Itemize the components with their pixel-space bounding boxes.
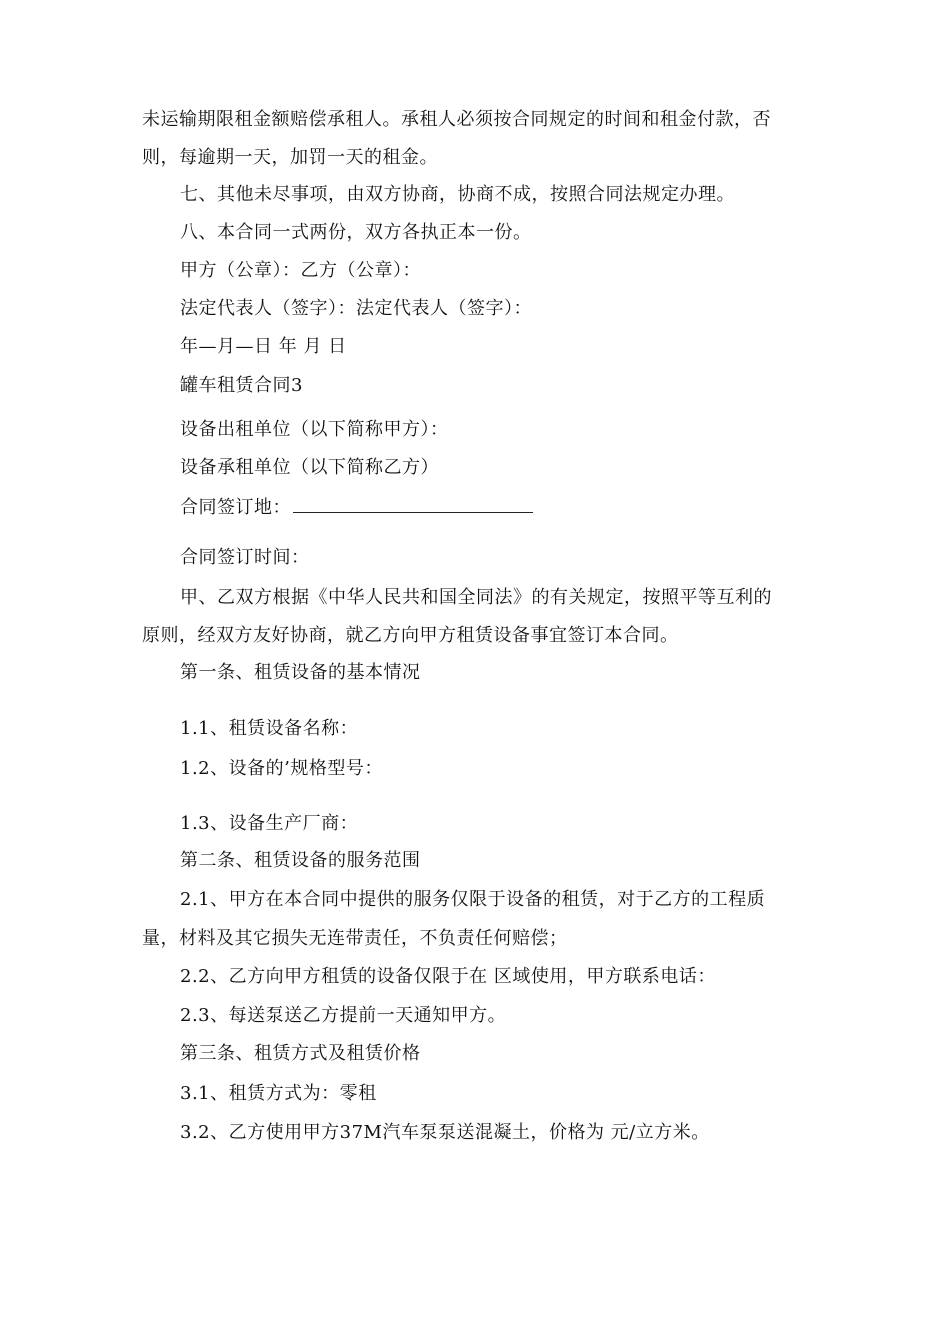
contract-place-label: 合同签订地：	[180, 497, 291, 518]
article-heading: 第三条、租赁方式及租赁价格	[180, 1043, 421, 1064]
text-line: 1.2、设备的’规格型号：	[180, 758, 383, 779]
date-line: 年—月—日 年 月 日	[180, 336, 347, 357]
text-line: 合同签订时间：	[180, 547, 310, 568]
text-line: 设备承租单位（以下简称乙方）	[180, 457, 439, 478]
text-line: 1.1、租赁设备名称：	[180, 718, 359, 739]
text-line: 甲、乙双方根据《中华人民共和国全同法》的有关规定，按照平等互利的	[180, 587, 772, 608]
text-line: 设备出租单位（以下简称甲方）：	[180, 419, 449, 440]
text-line: 量，材料及其它损失无连带责任，不负责任何赔偿；	[142, 928, 568, 949]
text-line: 1.3、设备生产厂商：	[180, 813, 359, 834]
text-line: 2.3、每送泵送乙方提前一天通知甲方。	[180, 1005, 507, 1026]
article-heading: 第一条、租赁设备的基本情况	[180, 662, 421, 683]
text-line: 则，每逾期一天，加罚一天的租金。	[142, 147, 438, 168]
text-line: 七、其他未尽事项，由双方协商，协商不成，按照合同法规定办理。	[180, 184, 735, 205]
text-line: 2.1、甲方在本合同中提供的服务仅限于设备的租赁，对于乙方的工程质	[180, 889, 766, 910]
text-line: 八、本合同一式两份，双方各执正本一份。	[180, 222, 532, 243]
text-line: 法定代表人（签字）：法定代表人（签字）：	[180, 298, 532, 319]
fill-in-blank	[293, 494, 533, 513]
text-line: 2.2、乙方向甲方租赁的设备仅限于在 区域使用，甲方联系电话：	[180, 966, 716, 987]
article-heading: 第二条、租赁设备的服务范围	[180, 850, 421, 871]
text-line: 3.2、乙方使用甲方37M汽车泵泵送混凝土，价格为 元/立方米。	[180, 1122, 710, 1143]
contract-place-line	[180, 494, 533, 520]
section-title: 罐车租赁合同3	[180, 375, 303, 396]
text-line: 3.1、租赁方式为：零租	[180, 1083, 377, 1104]
text-line: 原则，经双方友好协商，就乙方向甲方租赁设备事宜签订本合同。	[142, 625, 679, 646]
text-line: 未运输期限租金额赔偿承租人。承租人必须按合同规定的时间和租金付款，否	[142, 109, 771, 130]
text-line: 甲方（公章）：乙方（公章）：	[180, 260, 421, 281]
